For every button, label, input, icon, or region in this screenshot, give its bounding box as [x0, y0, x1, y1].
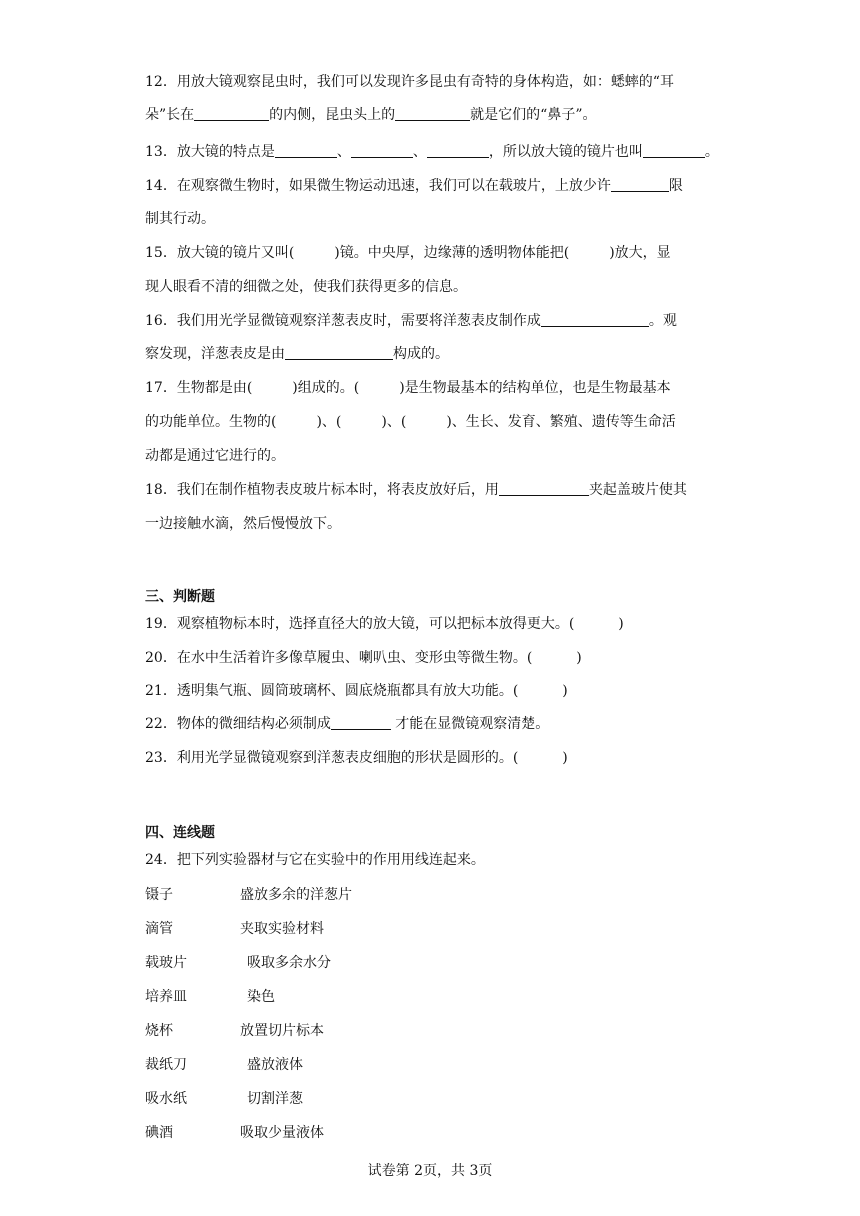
q22-text-2: 才能在显微镜观察清楚。 — [390, 716, 550, 732]
section-heading-judgment: 三、判断题 — [145, 589, 215, 605]
q22-text-1: 22．物体的微细结构必须制成 — [145, 716, 331, 732]
match-left-item[interactable]: 碘酒 — [145, 1125, 173, 1141]
page-footer: 试卷第 2页，共 3页 — [367, 1163, 493, 1179]
answer-blank[interactable] — [643, 143, 705, 158]
match-left-item[interactable]: 镊子 — [145, 887, 173, 903]
answer-blank[interactable] — [275, 143, 337, 158]
q17-line3 — [145, 446, 285, 466]
q13-text-3: 、 — [412, 144, 427, 160]
answer-blank[interactable] — [395, 106, 470, 121]
q12-line1 — [145, 72, 674, 92]
q21-line — [145, 681, 568, 701]
match-right-item[interactable]: 切割洋葱 — [247, 1091, 303, 1107]
q20-text: 20．在水中生活着许多像草履虫、喇叭虫、变形虫等微生物。( — [145, 650, 533, 666]
q16-text-2: 。观 — [648, 313, 677, 329]
q18-line1 — [145, 480, 687, 500]
q21-text: 21．透明集气瓶、圆筒玻璃杯、圆底烧瓶都具有放大功能。( — [145, 683, 519, 699]
q13-text-2: 、 — [336, 144, 351, 160]
q13-line — [145, 142, 719, 162]
answer-blank[interactable] — [611, 177, 669, 192]
match-left-item[interactable]: 滴管 — [145, 921, 173, 937]
q19-text: 19．观察植物标本时，选择直径大的放大镜，可以把标本放得更大。( — [145, 616, 575, 632]
q14-line1 — [145, 176, 683, 196]
match-left-item[interactable]: 培养皿 — [145, 989, 187, 1005]
q14-text-2: 限 — [668, 178, 683, 194]
match-right-item[interactable]: 吸取少量液体 — [240, 1125, 324, 1141]
match-right-item[interactable]: 盛放多余的洋葱片 — [240, 887, 352, 903]
answer-blank[interactable] — [351, 143, 413, 158]
match-left-item[interactable]: 吸水纸 — [145, 1091, 187, 1107]
q13-text-5: 。 — [704, 144, 719, 160]
q14-text-1: 14．在观察微生物时，如果微生物运动迅速，我们可以在载玻片，上放少许 — [145, 178, 611, 194]
answer-blank[interactable] — [541, 312, 649, 327]
q18-text-2: 夹起盖玻片使其 — [588, 482, 687, 498]
q15-text-2: )镜。中央厚，边缘薄的透明物体能把( — [334, 245, 570, 261]
q20-close: ) — [576, 650, 582, 666]
q16-text-3: 察发现，洋葱表皮是由 — [145, 346, 285, 362]
q16-line2 — [145, 344, 449, 364]
match-right-item[interactable]: 吸取多余水分 — [247, 955, 331, 971]
q17-text-6: )、( — [381, 414, 407, 430]
section-heading-matching: 四、连线题 — [145, 825, 215, 841]
q17-text-2: )组成的。( — [292, 380, 360, 396]
answer-blank[interactable] — [331, 715, 391, 730]
q12-text-1: 12．用放大镜观察昆虫时，我们可以发现许多昆虫有奇特的身体构造，如：蟋蟀的“耳 — [145, 74, 674, 90]
q17-text-3: )是生物最基本的结构单位，也是生物最基本 — [399, 380, 671, 396]
q15-line2 — [145, 277, 467, 297]
q16-line1 — [145, 311, 677, 331]
answer-blank[interactable] — [194, 106, 269, 121]
q17-text-4: 的功能单位。生物的( — [145, 414, 277, 430]
match-left-item[interactable]: 载玻片 — [145, 955, 187, 971]
answer-blank[interactable] — [499, 481, 589, 496]
q13-text-4: ，所以放大镜的镜片也叫 — [488, 144, 643, 160]
q24-text: 24．把下列实验器材与它在实验中的作用用线连起来。 — [145, 852, 485, 868]
q23-line — [145, 748, 568, 768]
q20-line — [145, 648, 582, 668]
match-left-item[interactable]: 裁纸刀 — [145, 1057, 187, 1073]
q14-line2 — [145, 209, 215, 229]
q17-text-1: 17．生物都是由( — [145, 380, 253, 396]
answer-blank[interactable] — [285, 345, 393, 360]
q15-text-1: 15．放大镜的镜片又叫( — [145, 245, 295, 261]
q23-close: ) — [562, 750, 568, 766]
match-right-item[interactable]: 染色 — [247, 989, 275, 1005]
q15-text-4: 现人眼看不清的细微之处，使我们获得更多的信息。 — [145, 279, 467, 295]
q12-text-2: 朵”长在 — [145, 107, 195, 123]
match-right-item[interactable]: 放置切片标本 — [240, 1023, 324, 1039]
q14-text-3: 制其行动。 — [145, 211, 215, 227]
q16-text-1: 16．我们用光学显微镜观察洋葱表皮时，需要将洋葱表皮制作成 — [145, 313, 541, 329]
q15-line1 — [145, 243, 671, 263]
q17-text-5: )、( — [316, 414, 342, 430]
q22-line — [145, 714, 549, 734]
q19-close: ) — [618, 616, 624, 632]
q19-line — [145, 614, 624, 634]
q17-line2 — [145, 412, 676, 432]
answer-blank[interactable] — [427, 143, 489, 158]
q18-text-3: 一边接触水滴，然后慢慢放下。 — [145, 516, 341, 532]
q16-text-4: 构成的。 — [393, 346, 449, 362]
q12-text-4: 就是它们的“鼻子”。 — [470, 107, 597, 123]
q13-text-1: 13．放大镜的特点是 — [145, 144, 275, 160]
q17-text-8: 动都是通过它进行的。 — [145, 448, 285, 464]
q24-line — [145, 850, 485, 870]
q17-text-7: )、生长、发育、繁殖、遗传等生命活 — [446, 414, 676, 430]
q18-line2 — [145, 514, 341, 534]
match-right-item[interactable]: 夹取实验材料 — [240, 921, 324, 937]
q12-line2 — [145, 105, 597, 125]
q15-text-3: )放大，显 — [609, 245, 671, 261]
match-right-item[interactable]: 盛放液体 — [247, 1057, 303, 1073]
q23-text: 23．利用光学显微镜观察到洋葱表皮细胞的形状是圆形的。( — [145, 750, 519, 766]
q18-text-1: 18．我们在制作植物表皮玻片标本时，将表皮放好后，用 — [145, 482, 499, 498]
q21-close: ) — [562, 683, 568, 699]
match-left-item[interactable]: 烧杯 — [145, 1023, 173, 1039]
q12-text-3: 的内侧，昆虫头上的 — [269, 107, 396, 123]
q17-line1 — [145, 378, 671, 398]
